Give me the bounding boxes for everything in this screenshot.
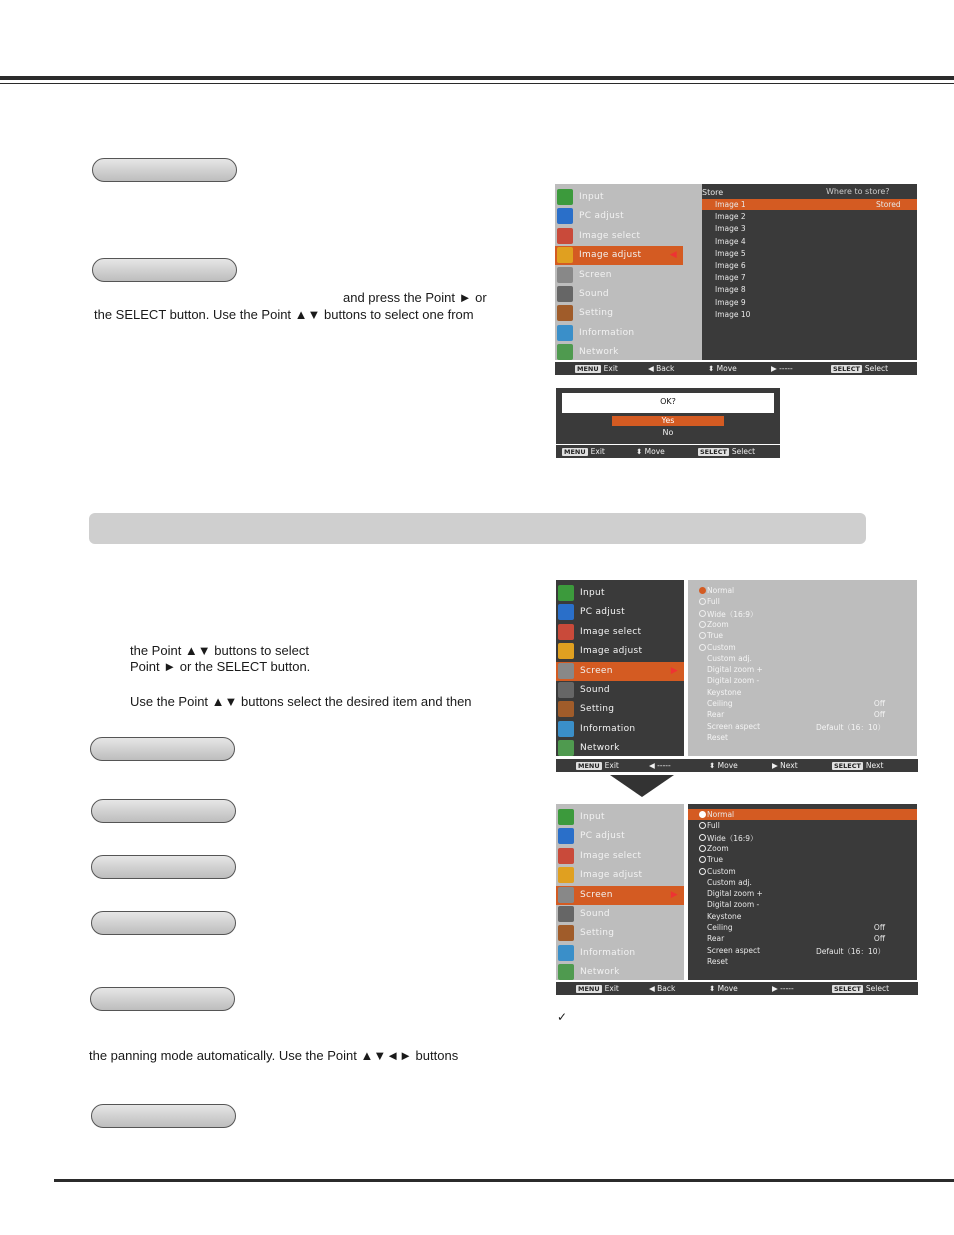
store-item-label: Image 2 xyxy=(715,212,746,222)
sidebar-item-label: PC adjust xyxy=(579,211,624,222)
sidebar-item-setting[interactable] xyxy=(556,924,684,943)
radio-icon xyxy=(699,598,706,605)
sound-icon xyxy=(558,906,574,922)
confirm-yes-option[interactable]: Yes xyxy=(612,416,724,426)
input-icon xyxy=(558,585,574,601)
status-exit: Exit xyxy=(590,447,605,456)
sidebar-item-label: Screen xyxy=(580,665,613,676)
sidebar-item-image-adjust[interactable] xyxy=(555,246,683,265)
store-list-item[interactable] xyxy=(702,260,917,271)
store-list-item[interactable] xyxy=(702,272,917,283)
screen-list-item[interactable] xyxy=(688,687,917,698)
status-exit: Exit xyxy=(603,364,618,373)
setting-icon xyxy=(558,925,574,941)
screen-list-item[interactable] xyxy=(688,933,917,944)
status-exit: Exit xyxy=(604,761,619,770)
arrow-right-icon: ▶ xyxy=(670,888,678,899)
sidebar-item-label: Image select xyxy=(580,850,642,861)
screen-list-item[interactable] xyxy=(688,820,917,831)
store-list-item[interactable] xyxy=(702,284,917,295)
input-icon xyxy=(558,809,574,825)
sidebar-item-image-select[interactable] xyxy=(556,623,684,642)
input-icon xyxy=(557,189,573,205)
screen-list-item[interactable] xyxy=(688,945,917,956)
section-heading-bar xyxy=(89,513,866,544)
screen-item-value: Default（16：10） xyxy=(816,722,885,732)
screen-item-label: Custom adj. xyxy=(707,877,752,887)
network-icon xyxy=(558,964,574,980)
screen-item-value: Off xyxy=(873,710,885,720)
sidebar-item-label: Network xyxy=(580,743,620,754)
screen-list-item[interactable] xyxy=(688,809,917,820)
label-pill-store-a xyxy=(92,158,237,182)
screen-item-label: Reset xyxy=(707,732,728,742)
radio-selected-icon xyxy=(699,587,706,594)
sidebar-item-network[interactable] xyxy=(556,963,684,982)
status-back: Back xyxy=(656,364,675,373)
store-osd-panel xyxy=(688,184,917,360)
screen-item-label: Wide（16:9） xyxy=(707,833,758,843)
screen-list-item[interactable] xyxy=(688,709,917,720)
sidebar-item-label: Sound xyxy=(580,909,610,919)
menu-key-icon: MENU xyxy=(577,365,599,373)
screen-item-label: Screen aspect xyxy=(707,721,761,731)
screen-list-item[interactable] xyxy=(688,608,917,619)
screen-list-item[interactable] xyxy=(688,956,917,967)
sidebar-item-label: Screen xyxy=(579,269,612,280)
pc-adjust-icon xyxy=(558,604,574,620)
sidebar-item-image-select[interactable] xyxy=(556,847,684,866)
screen-item-label: Wide（16:9） xyxy=(707,609,758,619)
sidebar-item-label: PC adjust xyxy=(580,831,625,842)
information-icon xyxy=(557,325,573,341)
status-move: Move xyxy=(716,364,737,373)
store-item-label: Image 3 xyxy=(715,224,746,234)
sidebar-item-label: Information xyxy=(579,327,635,338)
select-key-icon: SELECT xyxy=(833,365,860,373)
label-pill-full xyxy=(91,799,236,823)
label-pill-store-b xyxy=(92,258,237,282)
sidebar-item-label: Input xyxy=(579,192,604,202)
sidebar-item-label: Screen xyxy=(580,889,613,900)
radio-icon xyxy=(699,644,706,651)
screen-list-item[interactable] xyxy=(688,732,917,743)
screen-item-label: Full xyxy=(707,597,720,607)
screen-text-line1: the Point ▲▼ buttons to select xyxy=(130,643,309,658)
screen-list-item[interactable] xyxy=(688,698,917,709)
store-list-item[interactable] xyxy=(702,199,917,210)
status-next: ----- xyxy=(780,984,794,993)
sidebar-item-label: Network xyxy=(580,967,620,978)
status-select: Select xyxy=(731,447,756,456)
screen-list-item[interactable] xyxy=(688,843,917,854)
confirm-no-option[interactable]: No xyxy=(662,428,674,437)
status-next: Next xyxy=(780,761,798,770)
store-item-label: Image 6 xyxy=(715,261,746,270)
screen-item-value: Off xyxy=(873,934,885,944)
checkmark-icon: ✓ xyxy=(557,1010,568,1024)
screen-list-item[interactable] xyxy=(688,888,917,899)
radio-icon xyxy=(699,868,706,875)
status-next: ----- xyxy=(779,364,793,373)
image-select-icon xyxy=(557,228,573,244)
status-move: Move xyxy=(717,984,738,993)
screen-item-label: Screen aspect xyxy=(707,945,761,955)
status-select: Select xyxy=(864,364,889,373)
screen-item-label: Zoom xyxy=(707,619,729,629)
sidebar-item-input[interactable] xyxy=(555,188,683,207)
radio-icon xyxy=(699,822,706,829)
sidebar-item-label: Image select xyxy=(579,230,641,241)
screen-item-label: Keystone xyxy=(707,687,742,697)
screen-item-label: Custom xyxy=(707,642,736,652)
label-pill-normal xyxy=(90,737,235,761)
screen-item-label: Rear xyxy=(707,934,725,944)
screen-item-label: True xyxy=(707,631,723,641)
screen-list-item[interactable] xyxy=(688,854,917,865)
select-key-icon: SELECT xyxy=(834,985,861,993)
store-item-label: Image 4 xyxy=(715,236,746,246)
sidebar-item-label: Information xyxy=(580,723,636,734)
screen-list-item[interactable] xyxy=(688,877,917,888)
sidebar-item-image-select[interactable] xyxy=(555,227,683,246)
sidebar-item-sound[interactable] xyxy=(555,285,683,304)
sidebar-item-sound[interactable] xyxy=(556,681,684,700)
sidebar-item-setting[interactable] xyxy=(555,304,683,323)
image-adjust-icon xyxy=(557,247,573,263)
screen-list-item[interactable] xyxy=(688,899,917,910)
store-prompt: Where to store? xyxy=(826,187,890,196)
screen-item-label: Normal xyxy=(707,586,735,595)
sidebar-item-label: Input xyxy=(580,588,605,598)
sidebar-item-network[interactable] xyxy=(555,343,683,362)
information-icon xyxy=(558,721,574,737)
setting-icon xyxy=(558,701,574,717)
sidebar-item-label: Image adjust xyxy=(580,870,643,881)
information-icon xyxy=(558,945,574,961)
store-list-item[interactable] xyxy=(702,211,917,222)
screen-list-item[interactable] xyxy=(688,596,917,607)
screen-text-line3: Use the Point ▲▼ buttons select the desired item and then xyxy=(130,694,472,709)
sidebar-item-label: PC adjust xyxy=(580,607,625,618)
sidebar-item-pc-adjust[interactable] xyxy=(556,603,684,622)
top-rule xyxy=(0,76,954,80)
status-back: ----- xyxy=(657,761,671,770)
sidebar-item-setting[interactable] xyxy=(556,700,684,719)
screen2-status-bar: MENU Exit ◀ Back ⬍ Move ▶ ----- SELECT Select xyxy=(556,982,918,995)
screen-item-value: Off xyxy=(873,699,885,708)
pc-adjust-icon xyxy=(558,828,574,844)
status-select: Select xyxy=(865,984,890,993)
store-item-label: Image 8 xyxy=(715,285,746,295)
screen-icon xyxy=(558,663,574,679)
sidebar-item-image-adjust[interactable] xyxy=(556,866,684,885)
radio-icon xyxy=(699,621,706,628)
label-pill-wide xyxy=(91,855,236,879)
screen-item-label: Zoom xyxy=(707,843,729,853)
radio-icon xyxy=(699,856,706,863)
radio-selected-icon xyxy=(699,811,706,818)
screen-text-line2: Point ► or the SELECT button. xyxy=(130,659,311,674)
confirm-status-bar: MENU Exit ⬍ Move SELECT Select xyxy=(556,445,780,458)
network-icon xyxy=(558,740,574,756)
store-list-item[interactable] xyxy=(702,223,917,234)
screen-list-item[interactable] xyxy=(688,922,917,933)
radio-icon xyxy=(699,845,706,852)
store-list-item[interactable] xyxy=(702,297,917,308)
sidebar-item-pc-adjust[interactable] xyxy=(556,827,684,846)
sidebar-item-input[interactable] xyxy=(556,584,684,603)
screen-item-label: Reset xyxy=(707,956,728,966)
store-text-line1: and press the Point ► or xyxy=(343,290,487,305)
sidebar-item-screen[interactable] xyxy=(556,886,684,905)
screen-list-item[interactable] xyxy=(688,585,917,596)
status-move: Move xyxy=(644,447,665,456)
menu-key-icon: MENU xyxy=(578,985,600,993)
stored-badge: Stored xyxy=(876,200,901,209)
store-title: Store xyxy=(702,188,724,197)
sidebar-item-image-adjust[interactable] xyxy=(556,642,684,661)
screen-item-label: Digital zoom + xyxy=(707,665,763,675)
sidebar-item-label: Network xyxy=(579,347,619,358)
screen-list-item[interactable] xyxy=(688,832,917,843)
arrow-down-icon xyxy=(610,775,674,797)
status-exit: Exit xyxy=(604,984,619,993)
sidebar-item-information[interactable] xyxy=(556,720,684,739)
store-list-item[interactable] xyxy=(702,248,917,259)
sidebar-item-label: Information xyxy=(580,947,636,958)
store-list-item[interactable] xyxy=(702,309,917,320)
sidebar-item-information[interactable] xyxy=(556,944,684,963)
screen-list-item[interactable] xyxy=(688,866,917,877)
image-adjust-icon xyxy=(558,643,574,659)
label-pill-true xyxy=(90,987,235,1011)
sidebar-item-label: Input xyxy=(580,812,605,822)
image-select-icon xyxy=(558,624,574,640)
sidebar-item-label: Sound xyxy=(579,289,609,299)
screen-item-value: Off xyxy=(873,923,885,932)
sidebar-item-information[interactable] xyxy=(555,324,683,343)
store-osd-sidebar xyxy=(555,184,683,360)
radio-icon xyxy=(699,610,706,617)
screen-item-label: Rear xyxy=(707,710,725,720)
setting-icon xyxy=(557,305,573,321)
status-select: Next xyxy=(865,761,884,770)
image-select-icon xyxy=(558,848,574,864)
menu-key-icon: MENU xyxy=(564,448,586,456)
screen-list-item[interactable] xyxy=(688,664,917,675)
screen-item-label: Digital zoom - xyxy=(707,676,760,686)
store-item-label: Image 7 xyxy=(715,273,746,283)
store-item-label: Image 5 xyxy=(715,248,746,258)
store-status-bar: MENU Exit ◀ Back ⬍ Move ▶ ----- SELECT Select xyxy=(555,362,917,375)
select-key-icon: SELECT xyxy=(700,448,727,456)
screen-item-label: True xyxy=(707,855,723,865)
screen1-status-bar: MENU Exit ◀ ----- ⬍ Move ▶ Next SELECT Next xyxy=(556,759,918,772)
sidebar-item-network[interactable] xyxy=(556,739,684,758)
sidebar-item-label: Image adjust xyxy=(579,250,642,261)
store-item-label: Image 1 xyxy=(715,200,746,209)
select-key-icon: SELECT xyxy=(834,762,861,770)
label-pill-zoom xyxy=(91,911,236,935)
store-item-label: Image 10 xyxy=(715,309,751,319)
screen-item-value: Default（16：10） xyxy=(816,946,885,956)
screen-list-item[interactable] xyxy=(688,619,917,630)
screen1-osd-sidebar xyxy=(556,580,684,756)
sidebar-item-pc-adjust[interactable] xyxy=(555,207,683,226)
screen-item-label: Digital zoom + xyxy=(707,889,763,899)
pc-adjust-icon xyxy=(557,208,573,224)
menu-key-icon: MENU xyxy=(578,762,600,770)
sidebar-item-screen[interactable] xyxy=(556,662,684,681)
screen1-osd-panel xyxy=(688,580,917,756)
sound-icon xyxy=(558,682,574,698)
store-item-label: Image 9 xyxy=(715,297,746,307)
status-move: Move xyxy=(717,761,738,770)
screen-list-item[interactable] xyxy=(688,911,917,922)
panning-text: the panning mode automatically. Use the Point ▲▼◄► buttons xyxy=(89,1048,459,1063)
sidebar-item-screen[interactable] xyxy=(555,266,683,285)
sidebar-item-label: Image adjust xyxy=(580,646,643,657)
store-list-item[interactable] xyxy=(702,236,917,247)
top-rule-thin xyxy=(0,83,954,84)
network-icon xyxy=(557,344,573,360)
sidebar-item-label: Setting xyxy=(580,928,615,939)
sidebar-item-label: Sound xyxy=(580,685,610,695)
arrow-left-icon: ◀ xyxy=(669,249,677,260)
screen-item-label: Keystone xyxy=(707,911,742,921)
status-back: Back xyxy=(657,984,676,993)
sound-icon xyxy=(557,286,573,302)
screen-icon xyxy=(558,887,574,903)
sidebar-item-label: Setting xyxy=(579,308,614,319)
bottom-rule xyxy=(54,1179,954,1182)
screen-list-item[interactable] xyxy=(688,721,917,732)
sidebar-item-label: Setting xyxy=(580,704,615,715)
confirm-dialog xyxy=(556,388,780,444)
screen2-osd-sidebar xyxy=(556,804,684,980)
screen-item-label: Ceiling xyxy=(707,699,733,708)
screen-item-label: Ceiling xyxy=(707,923,733,932)
sidebar-item-input[interactable] xyxy=(556,808,684,827)
screen-icon xyxy=(557,267,573,283)
screen-item-label: Custom adj. xyxy=(707,653,752,663)
screen-item-label: Custom xyxy=(707,866,736,876)
screen-list-item[interactable] xyxy=(688,653,917,664)
label-pill-custom xyxy=(91,1104,236,1128)
screen-item-label: Digital zoom - xyxy=(707,900,760,910)
confirm-question: OK? xyxy=(660,397,676,406)
screen-list-item[interactable] xyxy=(688,630,917,641)
sidebar-item-sound[interactable] xyxy=(556,905,684,924)
arrow-right-icon: ▶ xyxy=(670,664,678,675)
sidebar-item-label: Image select xyxy=(580,626,642,637)
screen-list-item[interactable] xyxy=(688,675,917,686)
radio-icon xyxy=(699,834,706,841)
screen-item-label: Normal xyxy=(707,810,735,819)
screen-item-label: Full xyxy=(707,821,720,831)
screen-list-item[interactable] xyxy=(688,642,917,653)
image-adjust-icon xyxy=(558,867,574,883)
screen2-osd-panel xyxy=(688,804,917,980)
store-text-line2: the SELECT button. Use the Point ▲▼ buttons to select one from xyxy=(94,307,474,322)
radio-icon xyxy=(699,632,706,639)
